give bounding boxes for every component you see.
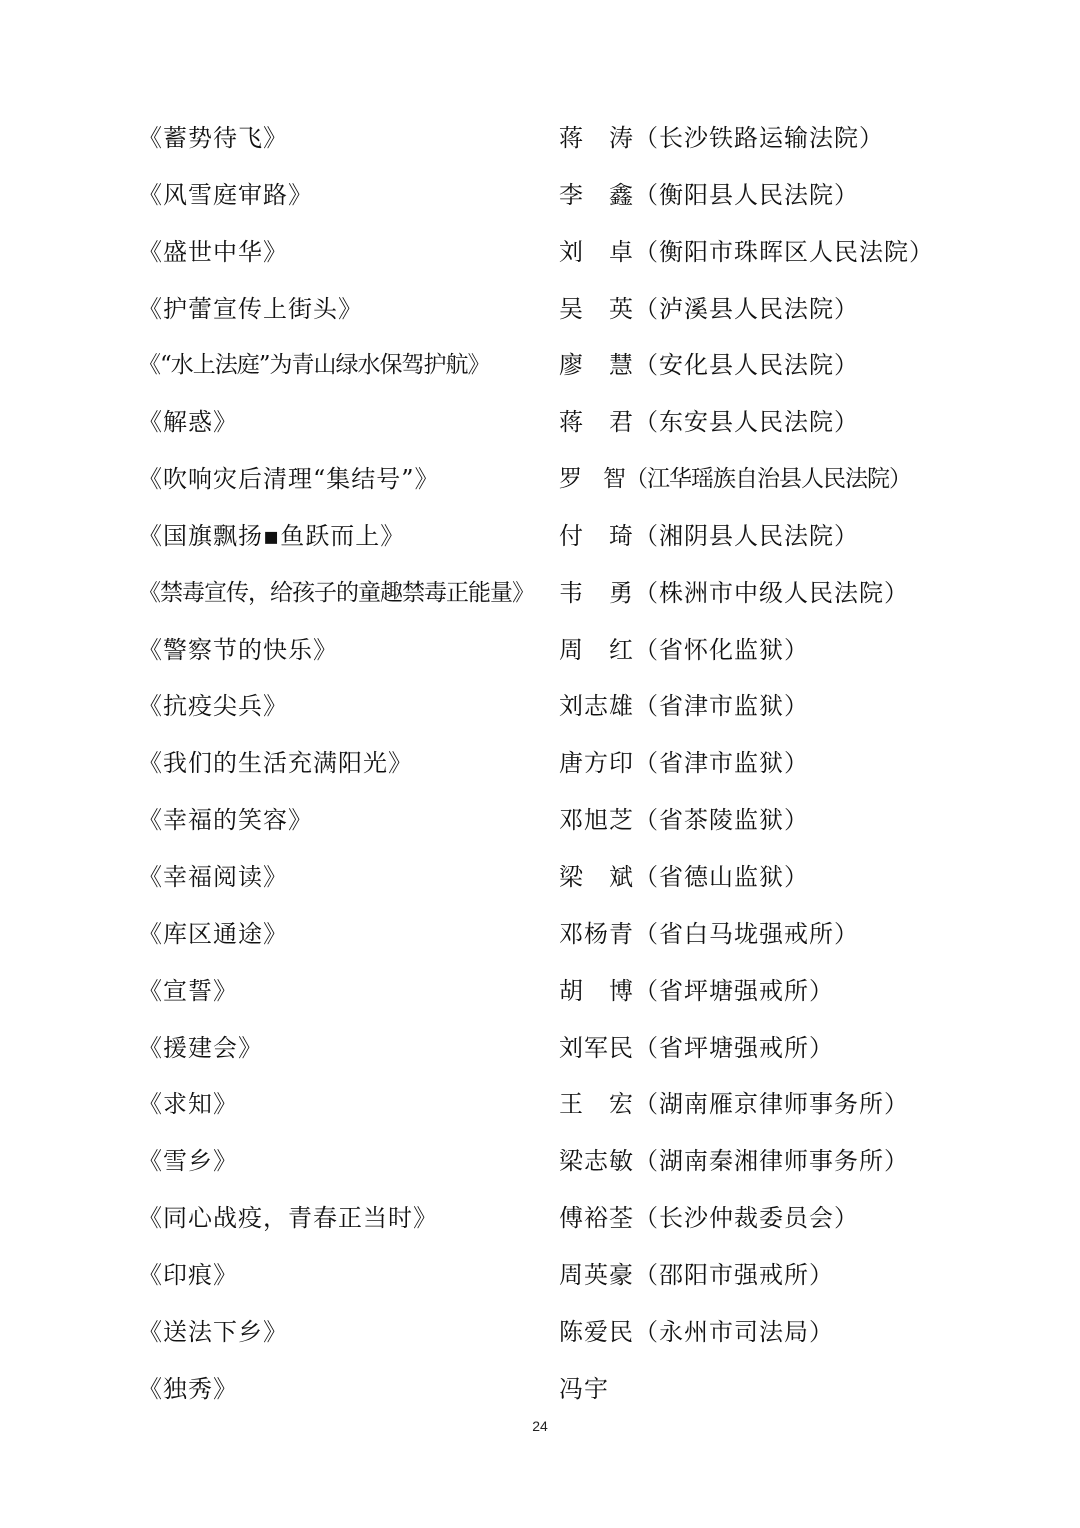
work-title: 《同心战疫，青春正当时》 [138,1204,438,1233]
author-affiliation: 王 宏（湖南雁京律师事务所） [559,1090,909,1119]
list-item [138,1023,968,1080]
work-title: 《幸福阅读》 [138,862,288,891]
work-title: 《禁毒宣传，给孩子的童趣禁毒正能量》 [138,579,534,606]
work-title: 《宣誓》 [138,976,238,1005]
work-title: 《“水上法庭”为青山绿水保驾护航》 [138,352,490,379]
list-item [138,1307,968,1364]
author-affiliation: 周英豪（邵阳市强戒所） [559,1260,834,1289]
author-affiliation: 李 鑫（衡阳县人民法院） [559,180,859,209]
author-affiliation: 邓杨青（省白马垅强戒所） [559,919,859,948]
author-affiliation: 蒋 君（东安县人民法院） [559,408,859,437]
author-affiliation: 罗 智（江华瑶族自治县人民法院） [559,466,911,493]
author-affiliation: 刘志雄（省津市监狱） [559,692,809,721]
award-list [138,113,968,1420]
author-affiliation: 邓旭芝（省茶陵监狱） [559,806,809,835]
list-item [138,625,968,682]
work-title: 《幸福的笑容》 [138,806,313,835]
work-title: 《国旗飘扬▪鱼跃而上》 [138,521,406,550]
list-item [138,966,968,1023]
work-title: 《印痕》 [138,1260,238,1289]
work-title: 《蓄势待飞》 [138,124,288,152]
author-affiliation: 刘军民（省坪塘强戒所） [559,1033,834,1062]
work-title: 《警察节的快乐》 [138,635,338,664]
author-affiliation: 蒋 涛（长沙铁路运输法院） [559,124,884,152]
work-title: 《解惑》 [138,408,238,437]
work-title: 《吹响灾后清理“集结号”》 [138,465,440,494]
author-affiliation: 周 红（省怀化监狱） [559,635,809,664]
author-affiliation: 冯宇 [559,1374,609,1403]
list-item [138,738,968,795]
list-item [138,795,968,852]
author-affiliation: 韦 勇（株洲市中级人民法院） [559,578,909,607]
work-title: 《求知》 [138,1090,238,1119]
author-affiliation: 付 琦（湘阴县人民法院） [559,521,859,550]
list-item [138,454,968,511]
list-item [138,909,968,966]
work-title: 《我们的生活充满阳光》 [138,749,413,778]
list-item [138,1250,968,1307]
list-item [138,284,968,341]
list-item [138,681,968,738]
work-title: 《风雪庭审路》 [138,180,313,209]
author-affiliation: 廖 慧（安化县人民法院） [559,351,859,380]
list-item [138,1364,968,1421]
list-item [138,397,968,454]
work-title: 《护蕾宣传上街头》 [138,294,363,323]
work-title: 《抗疫尖兵》 [138,692,288,721]
work-title: 《独秀》 [138,1374,238,1403]
work-title: 《送法下乡》 [138,1317,288,1346]
list-item [138,1193,968,1250]
work-title: 《援建会》 [138,1033,263,1062]
author-affiliation: 陈爱民（永州市司法局） [559,1317,834,1346]
author-affiliation: 傅裕荃（长沙仲裁委员会） [559,1204,859,1233]
work-title: 《盛世中华》 [138,237,288,266]
author-affiliation: 唐方印（省津市监狱） [559,749,809,778]
page-number: 24 [532,1418,548,1434]
list-item [138,170,968,227]
list-item [138,1136,968,1193]
list-item [138,568,968,625]
list-item [138,340,968,397]
author-affiliation: 梁志敏（湖南秦湘律师事务所） [559,1147,909,1176]
author-affiliation: 吴 英（泸溪县人民法院） [559,294,859,323]
list-item [138,1079,968,1136]
work-title: 《雪乡》 [138,1147,238,1176]
list-item [138,852,968,909]
author-affiliation: 胡 博（省坪塘强戒所） [559,976,834,1005]
author-affiliation: 刘 卓（衡阳市珠晖区人民法院） [559,237,934,266]
work-title: 《库区通途》 [138,919,288,948]
list-item [138,511,968,568]
author-affiliation: 梁 斌（省德山监狱） [559,862,809,891]
list-item [138,113,968,170]
list-item [138,227,968,284]
